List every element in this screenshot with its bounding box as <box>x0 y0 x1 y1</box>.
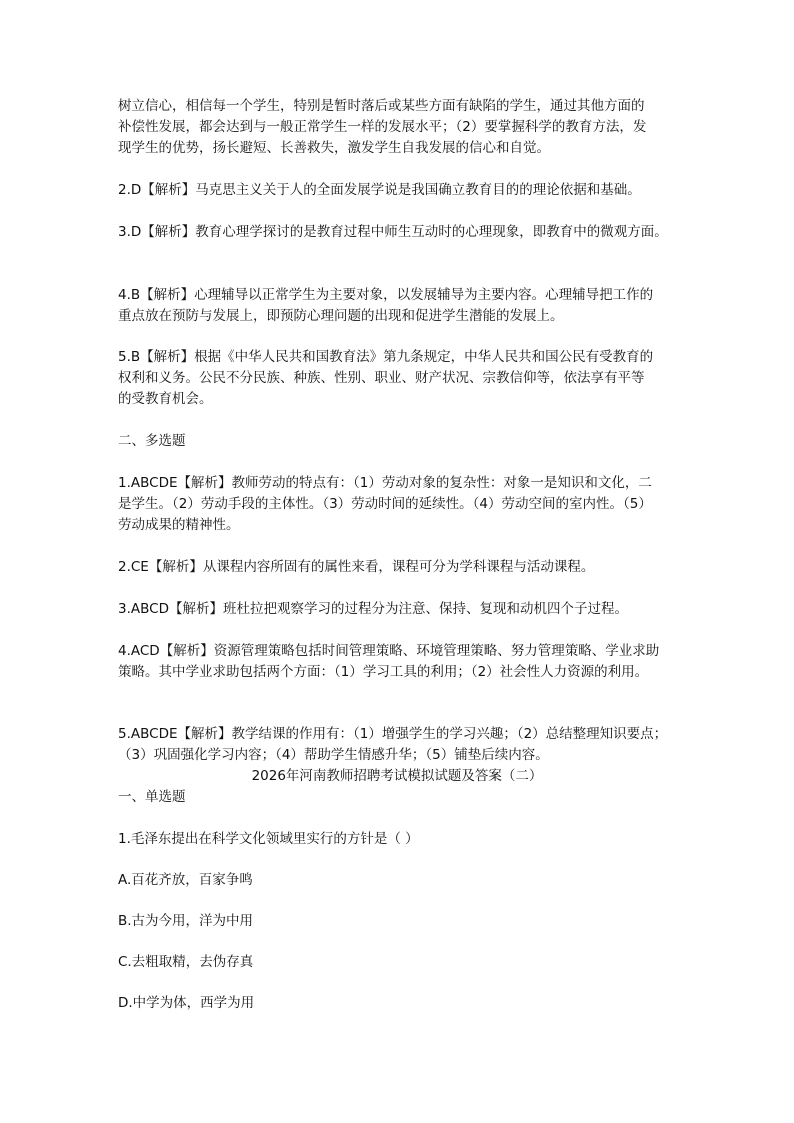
option-c: C.去粗取精，去伪存真 <box>118 954 254 970</box>
answer-line: 劳动成果的精神性。 <box>118 517 240 533</box>
answer-line: 权利和义务。公民不分民族、种族、性别、职业、财产状况、宗教信仰等，依法享有平等 <box>118 370 645 386</box>
answer-line: 2.D【解析】马克思主义关于人的全面发展学说是我国确立教育目的的理论依据和基础。 <box>118 182 641 198</box>
answer-line: 3.D【解析】教育心理学探讨的是教育过程中师生互动时的心理现象，即教育中的微观方面。 <box>118 224 668 240</box>
answer-line: 3.ABCD【解析】班杜拉把观察学习的过程分为注意、保持、复现和动机四个子过程。 <box>118 601 628 617</box>
intro-line: 现学生的优势，扬长避短、长善救失，激发学生自我发展的信心和自觉。 <box>118 140 550 156</box>
answer-multi-2 <box>118 557 688 578</box>
answer-multi-5 <box>118 724 698 766</box>
answer-single-2 <box>118 180 698 201</box>
answer-line: 1.ABCDE【解析】教师劳动的特点有：（1）劳动对象的复杂性：对象一是知识和文化，二 <box>118 475 652 491</box>
answer-line: 的受教育机会。 <box>118 391 213 407</box>
answer-line: 2.CE【解析】从课程内容所固有的属性来看，课程可分为学科课程与活动课程。 <box>118 559 595 575</box>
answer-single-5 <box>118 347 688 410</box>
answer-line: 策略。其中学业求助包括两个方面：（1）学习工具的利用；（2）社会性人力资源的利用。 <box>118 664 649 680</box>
multi-choice-heading: 二、多选题 <box>118 433 186 449</box>
answer-single-4 <box>118 285 688 327</box>
exam-title: 2026年河南教师招聘考试模拟试题及答案（二） <box>251 768 543 784</box>
option-b: B.古为今用，洋为中用 <box>118 913 254 929</box>
question-1: 1.毛泽东提出在科学文化领域里实行的方针是（ ） <box>118 831 419 847</box>
option-a: A.百花齐放，百家争鸣 <box>118 872 253 888</box>
answer-line: 是学生。（2）劳动手段的主体性。（3）劳动时间的延续性。（4）劳动空间的室内性。（5） <box>118 496 652 512</box>
answer-multi-4 <box>118 641 698 683</box>
intro-line: 补偿性发展，都会达到与一般正常学生一样的发展水平；（2）要掌握科学的教育方法，发 <box>118 119 647 135</box>
single-choice-heading: 一、单选题 <box>118 789 186 805</box>
intro-paragraph <box>118 96 688 159</box>
answer-single-3 <box>118 222 698 243</box>
answer-line: 5.B【解析】根据《中华人民共和国教育法》第九条规定，中华人民共和国公民有受教育的 <box>118 349 654 365</box>
answer-line: 4.B【解析】心理辅导以正常学生为主要对象，以发展辅导为主要内容。心理辅导把工作的 <box>118 287 654 303</box>
answer-line: （3）巩固强化学习内容；（4）帮助学生情感升华；（5）铺垫后续内容。 <box>118 747 549 763</box>
answer-line: 5.ABCDE【解析】教学结课的作用有：（1）增强学生的学习兴趣；（2）总结整理知识要点； <box>118 726 668 742</box>
answer-line: 重点放在预防与发展上，即预防心理问题的出现和促进学生潜能的发展上。 <box>118 308 564 324</box>
intro-line: 树立信心，相信每一个学生，特别是暂时落后或某些方面有缺陷的学生，通过其他方面的 <box>118 98 645 114</box>
answer-multi-3 <box>118 599 688 620</box>
answer-multi-1 <box>118 473 688 536</box>
answer-line: 4.ACD【解析】资源管理策略包括时间管理策略、环境管理策略、努力管理策略、学业求助 <box>118 643 660 659</box>
option-d: D.中学为体，西学为用 <box>118 995 255 1011</box>
